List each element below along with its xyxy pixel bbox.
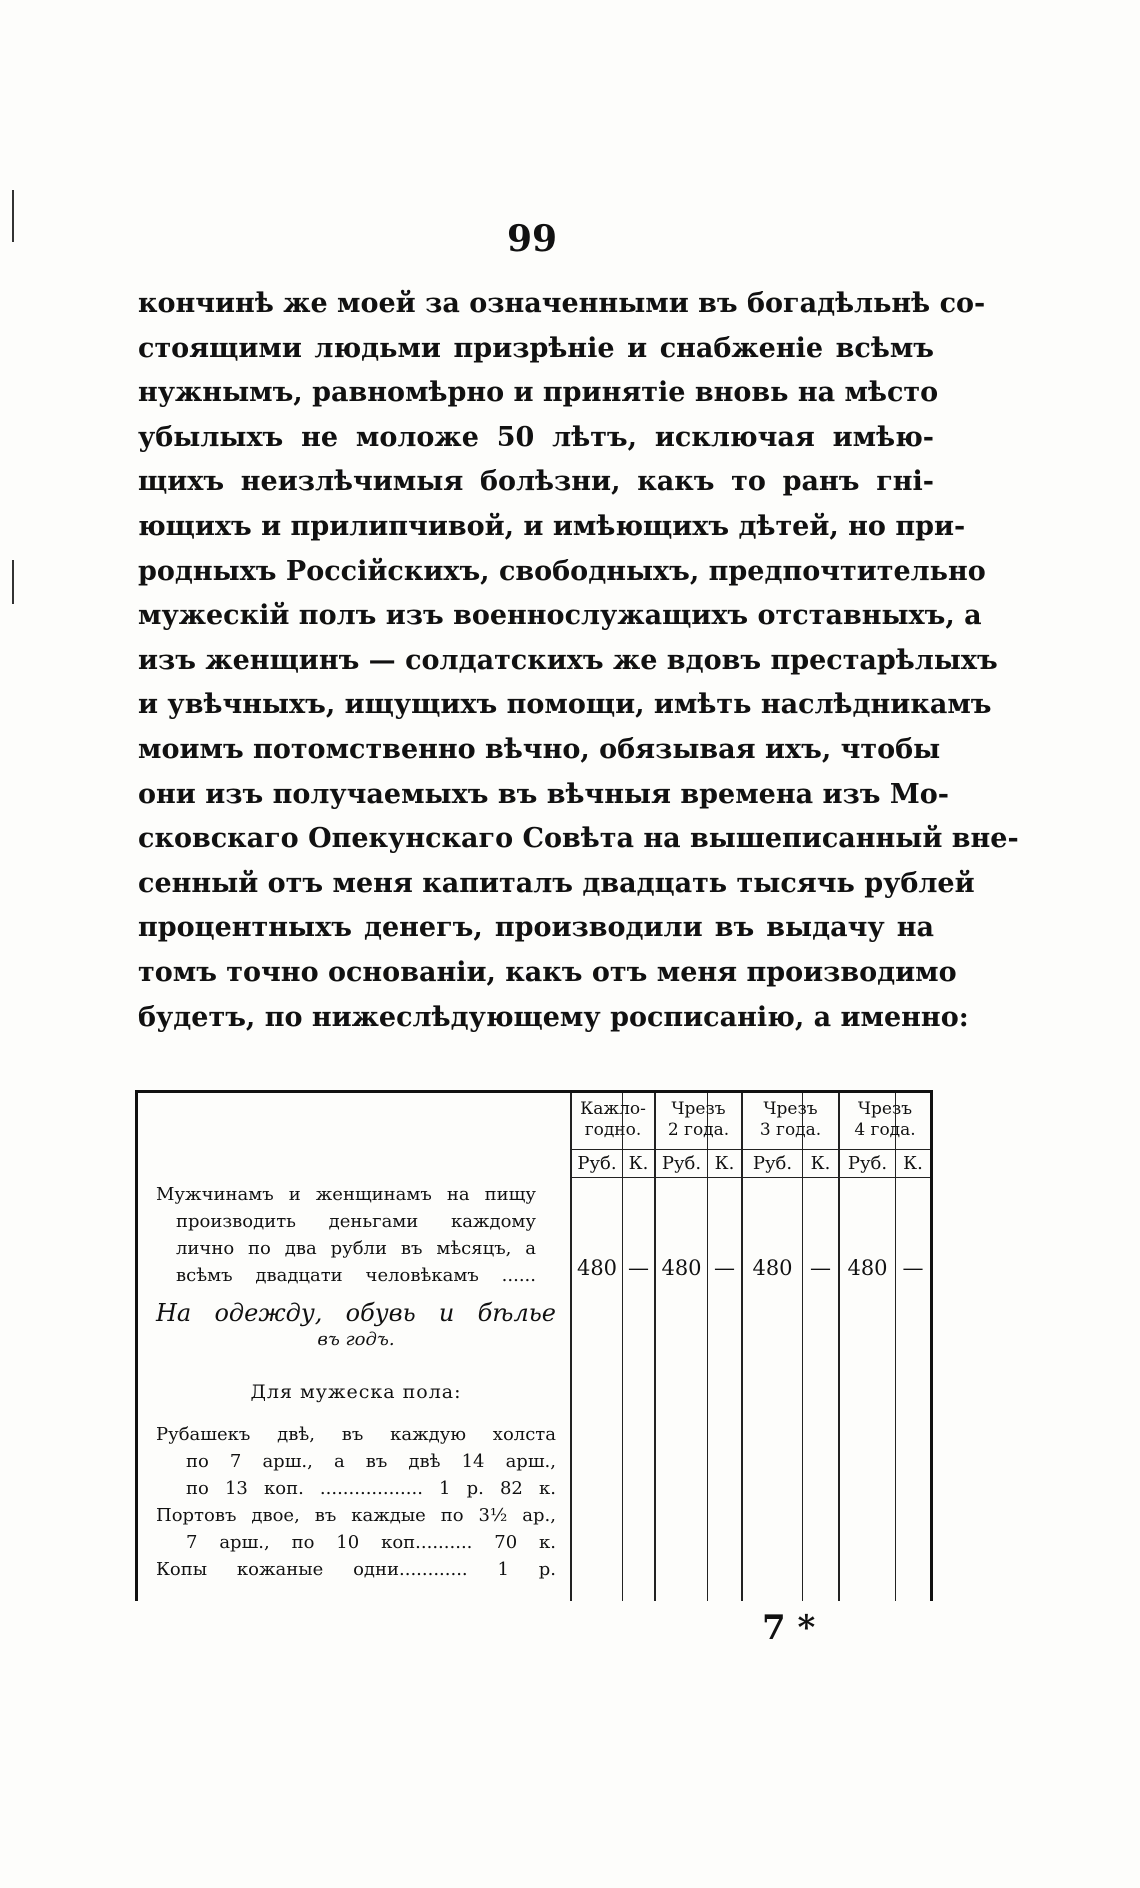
scan-edge-mark xyxy=(12,560,14,604)
amount-rub: 480 xyxy=(661,1256,702,1280)
kop-subheader: К. xyxy=(714,1153,735,1174)
amount-kop: — xyxy=(810,1256,831,1280)
text-line: родныхъ Россійскихъ, свободныхъ, предпочтительно xyxy=(138,555,986,587)
text-line: процентныхъ денегъ, производили въ выдачу на xyxy=(138,912,934,944)
column-header xyxy=(743,1099,838,1141)
signature-mark: 7 * xyxy=(762,1608,816,1648)
header-line: Чрезъ xyxy=(857,1099,913,1119)
description-line: всѣмъ двадцати человѣкамъ ...... xyxy=(176,1265,536,1286)
amount-rub: 480 xyxy=(752,1256,793,1280)
table-rule xyxy=(570,1149,930,1150)
amount-kop: — xyxy=(628,1256,649,1280)
description-line: производить деньгами каждому xyxy=(176,1211,536,1232)
amount-kop: — xyxy=(902,1256,924,1280)
text-line: сенный отъ меня капиталъ двадцать тысячь рублей xyxy=(138,867,975,899)
text-line: моимъ потомственно вѣчно, обязывая ихъ, чтобы xyxy=(138,733,941,765)
header-line: 3 года. xyxy=(759,1120,822,1140)
kop-subheader: К. xyxy=(628,1153,649,1174)
item-line: Копы кожаные одни............ 1 р. xyxy=(156,1559,556,1580)
rub-subheader: Руб. xyxy=(661,1153,702,1174)
header-line: годно. xyxy=(584,1120,642,1140)
kop-subheader: К. xyxy=(810,1153,831,1174)
amount-kop: — xyxy=(714,1256,735,1280)
kop-subheader: К. xyxy=(903,1153,923,1174)
header-line: Чрезъ xyxy=(763,1099,818,1119)
description-line: лично по два рубли въ мѣсяцъ, а xyxy=(176,1238,536,1259)
text-line: кончинѣ же моей за означенными въ богадѣльнѣ со- xyxy=(138,288,986,319)
amount-rub: 480 xyxy=(847,1256,888,1280)
text-line: они изъ получаемыхъ въ вѣчныя времена изъ Мо- xyxy=(138,778,949,810)
table-rule xyxy=(570,1177,930,1178)
text-line: нужнымъ, равномѣрно и принятіе вновь на мѣсто xyxy=(138,377,939,409)
body-paragraph xyxy=(138,282,1019,1040)
column-header xyxy=(840,1099,930,1141)
text-line: стоящими людьми призрѣніе и снабженіе всѣмъ xyxy=(138,332,934,364)
item-line: по 7 арш., а въ двѣ 14 арш., xyxy=(186,1451,556,1472)
header-line: 4 года. xyxy=(854,1120,916,1140)
column-header xyxy=(572,1099,654,1141)
header-line: 2 года. xyxy=(667,1120,730,1140)
rub-subheader: Руб. xyxy=(752,1153,793,1174)
text-line: будетъ, по нижеслѣдующему росписанію, а именно: xyxy=(138,1001,969,1033)
text-line: сковскаго Опекунскаго Совѣта на вышеписанный вне- xyxy=(138,823,1019,855)
text-line: щихъ неизлѣчимыя болѣзни, какъ то ранъ гні- xyxy=(138,466,934,498)
header-line: Кажло- xyxy=(580,1099,646,1119)
item-line: по 13 коп. .................. 1 р. 82 к. xyxy=(186,1478,556,1499)
row-description xyxy=(156,1181,536,1289)
item-line: Рубашекъ двѣ, въ каждую холста xyxy=(156,1424,556,1445)
section-title-sub: въ годъ. xyxy=(317,1329,395,1350)
expense-table xyxy=(135,1090,933,1601)
text-line: убылыхъ не моложе 50 лѣтъ, исключая имѣю- xyxy=(138,421,934,453)
text-line: томъ точно основаніи, какъ отъ меня производимо xyxy=(138,956,957,988)
item-line: 7 арш., по 10 коп.......... 70 к. xyxy=(186,1532,556,1553)
section-title: На одежду, обувь и бѣлье xyxy=(156,1299,556,1327)
text-line: изъ женщинъ — солдатскихъ же вдовъ престарѣлыхъ xyxy=(138,644,998,676)
text-line: и увѣчныхъ, ищущихъ помощи, имѣть наслѣдникамъ xyxy=(138,689,992,721)
rub-subheader: Руб. xyxy=(577,1153,617,1174)
page-number: 99 xyxy=(506,218,558,260)
subsection-title: Для мужеска пола: xyxy=(250,1381,462,1403)
header-line: Чрезъ xyxy=(671,1099,726,1119)
rub-subheader: Руб. xyxy=(847,1153,888,1174)
item-line: Портовъ двое, въ каждые по 3½ ар., xyxy=(156,1505,556,1526)
text-line: мужескій полъ изъ военнослужащихъ отставныхъ, а xyxy=(138,600,982,632)
amount-rub: 480 xyxy=(576,1256,618,1280)
text-line: ющихъ и прилипчивой, и имѣющихъ дѣтей, но при- xyxy=(138,510,966,542)
description-line: Мужчинамъ и женщинамъ на пищу xyxy=(156,1184,536,1205)
column-header xyxy=(656,1099,741,1141)
item-list xyxy=(156,1421,556,1583)
